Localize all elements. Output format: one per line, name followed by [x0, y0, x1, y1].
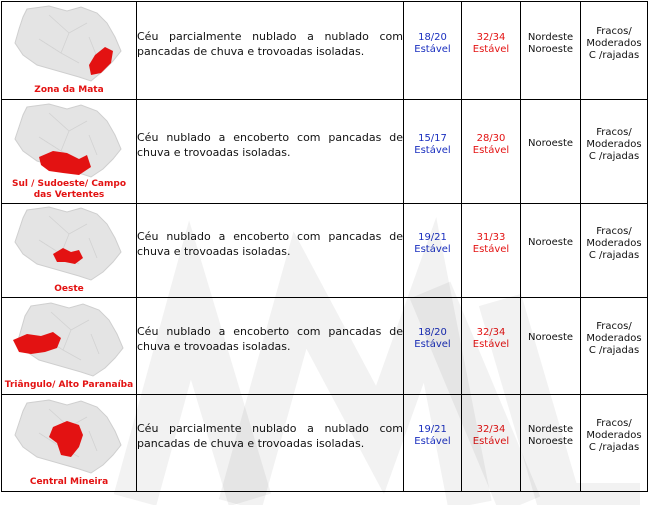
min-temperature: [404, 100, 462, 204]
region-map-cell: [2, 395, 137, 492]
wind-direction-line: Nordeste: [527, 31, 574, 43]
wind-direction: [521, 395, 581, 492]
min-temperature: [404, 204, 462, 298]
wind-direction: [521, 100, 581, 204]
wind-intensity-line: Fracos/: [596, 321, 632, 332]
weather-description: Céu parcialmente nublado a nublado com pancadas de chuva e trovoadas isoladas.: [137, 2, 404, 100]
table-row: [2, 204, 648, 298]
wind-intensity-line: Moderados: [586, 138, 642, 150]
wind-intensity-line: Moderados: [586, 37, 642, 49]
wind-intensity: [581, 2, 648, 100]
wind-intensity-line: Moderados: [586, 430, 642, 441]
region-map-cell: [2, 100, 137, 204]
wind-intensity-line: Moderados: [586, 237, 642, 249]
min-temp-trend: Estável: [414, 144, 451, 156]
min-temp-trend: Estável: [414, 243, 451, 255]
wind-direction: [521, 2, 581, 100]
wind-intensity-line: Fracos/: [596, 418, 632, 429]
max-temp-range: 28/30: [476, 132, 506, 144]
max-temp-range: 32/34: [476, 327, 506, 338]
max-temp-trend: Estável: [472, 43, 510, 55]
max-temperature: [462, 2, 521, 100]
wind-direction-line: Noroeste: [527, 332, 574, 343]
min-temperature: [404, 395, 462, 492]
region-name: Oeste: [54, 284, 84, 294]
region-map-sul-sudoeste: [9, 101, 129, 179]
min-temp-trend: Estável: [414, 43, 451, 55]
min-temp-range: 19/21: [418, 424, 447, 435]
wind-intensity-line: Moderados: [586, 333, 642, 344]
region-name: Central Mineira: [29, 476, 109, 487]
min-temperature: [404, 298, 462, 395]
wind-direction-line: Noroeste: [527, 43, 574, 55]
wind-intensity-line: C /rajadas: [588, 150, 640, 162]
region-map-zona-da-mata: [9, 3, 129, 85]
region-map-triangulo: [9, 300, 129, 380]
min-temp-trend: Estável: [414, 339, 451, 350]
forecast-table: [1, 1, 648, 492]
wind-direction-line: Noroeste: [527, 436, 574, 447]
region-map-cell: [2, 2, 137, 100]
table-row: [2, 100, 648, 204]
region-map-cell: [2, 298, 137, 395]
wind-intensity-line: Fracos/: [596, 25, 632, 37]
wind-intensity: [581, 100, 648, 204]
weather-description: Céu nublado a encoberto com pancadas de chuva e trovoadas isoladas.: [137, 298, 404, 395]
max-temp-trend: Estável: [472, 436, 510, 447]
min-temp-trend: Estável: [414, 436, 451, 447]
region-map-cell: [2, 204, 137, 298]
min-temp-range: 19/21: [418, 231, 447, 243]
wind-intensity: [581, 298, 648, 395]
max-temp-range: 32/34: [476, 31, 506, 43]
max-temperature: [462, 100, 521, 204]
wind-intensity-line: C /rajadas: [588, 49, 640, 61]
wind-direction: [521, 204, 581, 298]
wind-intensity: [581, 204, 648, 298]
table-row: [2, 395, 648, 492]
max-temperature: [462, 395, 521, 492]
region-name: Sul / Sudoeste/ Campo das Vertentes: [11, 178, 126, 200]
wind-direction-line: Nordeste: [527, 424, 574, 435]
region-map-oeste: [9, 204, 129, 284]
wind-intensity-line: C /rajadas: [588, 442, 640, 453]
max-temp-range: 31/33: [476, 231, 506, 243]
min-temp-range: 18/20: [418, 327, 447, 338]
wind-direction: [521, 298, 581, 395]
weather-description: Céu nublado a encoberto com pancadas de chuva e trovoadas isoladas.: [137, 100, 404, 204]
wind-intensity: [581, 395, 648, 492]
max-temp-trend: Estável: [472, 339, 510, 350]
max-temp-trend: Estável: [472, 243, 510, 255]
region-name: Zona da Mata: [34, 85, 104, 95]
min-temperature: [404, 2, 462, 100]
min-temp-range: 18/20: [418, 31, 447, 43]
wind-intensity-line: Fracos/: [596, 126, 632, 138]
max-temp-trend: Estável: [472, 144, 510, 156]
table-row: [2, 2, 648, 100]
weather-description: Céu nublado a encoberto com pancadas de chuva e trovoadas isoladas.: [137, 204, 404, 298]
wind-intensity-line: C /rajadas: [588, 249, 640, 261]
wind-direction-line: Noroeste: [527, 236, 574, 248]
region-map-central-mineira: [9, 397, 129, 477]
wind-intensity-line: C /rajadas: [588, 345, 640, 356]
wind-intensity-line: Fracos/: [596, 225, 632, 237]
max-temperature: [462, 204, 521, 298]
max-temp-range: 32/34: [476, 424, 506, 435]
table-row: [2, 298, 648, 395]
max-temperature: [462, 298, 521, 395]
min-temp-range: 15/17: [418, 132, 447, 144]
region-name: Triângulo/ Alto Paranaíba: [4, 379, 134, 390]
wind-direction-line: Noroeste: [527, 137, 574, 149]
weather-description: Céu parcialmente nublado a nublado com pancadas de chuva e trovoadas isoladas.: [137, 395, 404, 492]
